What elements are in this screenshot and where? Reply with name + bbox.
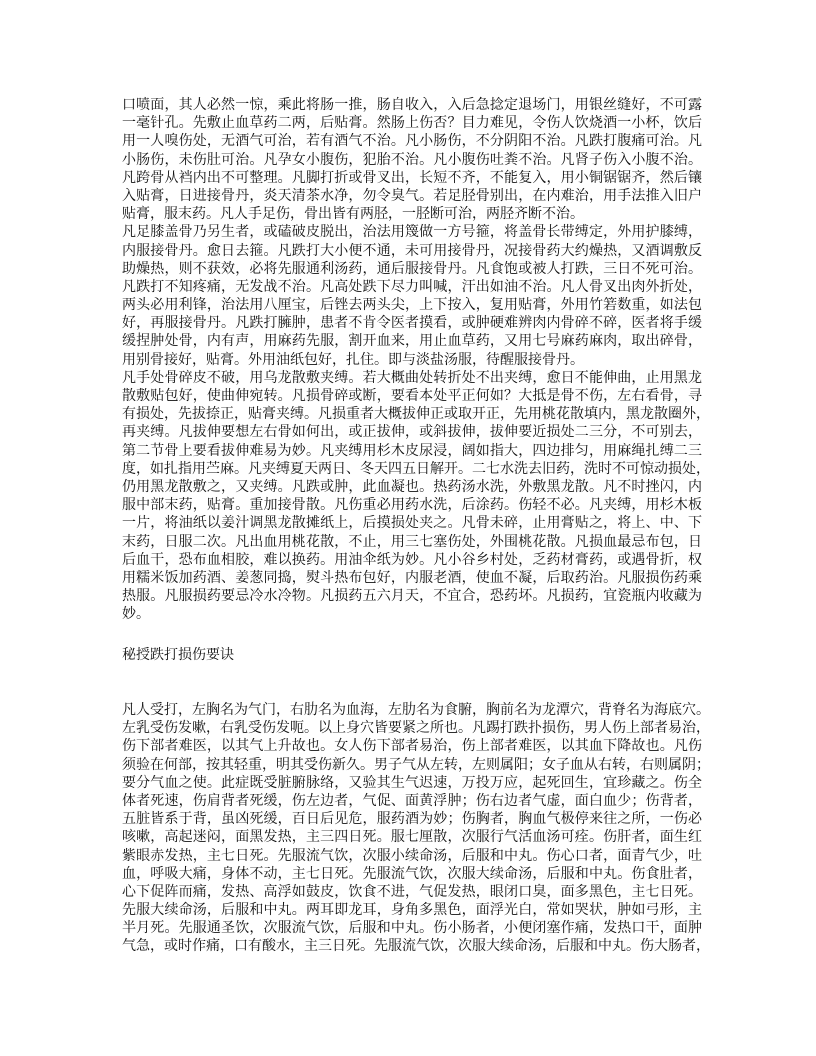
text-line: 入贴膏，日进接骨丹，炎天清茶水净，勿令臭气。若足胫骨别出，在内难治，用手法推入旧户 [122,187,702,204]
text-line: 心下促阵而痛，发热、高浮如鼓皮，饮食不进，气促发热，眼闭口臭，面多黑色，主七日死。 [122,883,702,900]
text-line: 先服大续命汤，后服和中丸。两耳即龙耳，身角多黑色，面浮光白，常如哭状，肿如弓形，主 [122,902,702,919]
document-section-2 [122,701,710,956]
text-line: 口喷面，其人必然一惊，乘此将肠一推，肠自收入，入后急捻定退场门，用银丝缝好，不可露 [122,97,702,113]
paragraph [122,701,710,956]
paragraph [122,223,702,369]
text-line: 凡手处骨碎皮不破，用乌龙散敷夹缚。若大概曲处转折处不出夹缚，愈日不能伸曲，止用黑龙 [122,369,702,386]
text-line: 两头必用利锋，治法用八厘宝，后锉去两头尖，上下按入，复用贴膏，外用竹箬数重，如法包 [122,297,702,314]
text-line: 贴膏，服末药。凡人手足伤，骨出皆有两胫，一胫断可治，两胫齐断不治。 [122,206,584,223]
text-line: 再夹缚。凡拔伸要想左右骨如何出，或正拔伸，或斜拔伸，拔伸要近损处二三分，不可别去， [122,424,702,441]
text-line: 用别骨接好，贴膏。外用油纸包好，扎住。即与淡盐汤服，待醒服接骨丹。 [122,351,584,368]
text-line: 用一人嗅伤处，无酒气可治，若有酒气不治。凡小肠伤，不分阴阳不治。凡跌打腹痛可治。凡 [122,133,702,150]
text-line: 妙。 [122,606,150,623]
text-line: 散敷贴包好，使曲伸宛转。凡损骨碎或断，要看本处平正何如？大抵是骨不伤，左右看骨，寻 [122,388,702,404]
text-line: 后血干，恐布血相胶，难以换药。用油伞纸为妙。凡小谷乡村处，乏药材膏药，或遇骨折，权 [122,551,702,568]
text-line: 用糯米饭加药酒、姜葱同捣，熨斗热布包好，内服老酒，使血不凝，后取药治。凡服损伤药乘 [122,569,702,586]
text-line: 助燥热，则不获效，必将先服通利汤药，通后服接骨丹。凡食饱或被人打跌，三日不死可治。 [122,260,702,277]
text-line: 体者死速，伤肩背者死缓，伤左边者，气促、面黄浮肿；伤右边者气虚，面白血少；伤背者， [122,792,702,809]
text-line: 好，再服接骨丹。凡跌打臃肿，患者不肯令医者摸看，或肿硬难辨肉内骨碎不碎，医者将手缓 [122,315,702,332]
text-line: 小肠伤，未伤肚可治。凡孕女小腹伤，犯胎不治。凡小腹伤吐粪不治。凡肾子伤入小腹不治。 [122,151,702,168]
text-line: 有损处，先拔捺正，贴膏夹缚。凡损重者大概拔伸正或取开正，先用桃花散填内，黑龙散圈外， [122,406,710,423]
paragraph [122,369,710,624]
text-line: 要分气血之使。此症既受脏腑脉络，又验其生气迟速，万投万应，起死回生，宜珍藏之。伤全 [122,774,702,791]
text-line: 内服接骨丹。愈日去箍。凡跌打大小便不通，未可用接骨丹，况接骨药大约燥热，又酒调敷反 [122,242,702,259]
text-line: 仍用黑龙散敷之，又夹缚。凡跌或肿，此血凝也。热药汤水洗，外敷黑龙散。凡不时挫闪，内 [122,478,702,495]
text-line: 五脏皆系于背，虽凶死缓，百日后见危，服药酒为妙；伤胸者，胸血气极停来往之所，一伤必 [122,811,702,828]
paragraph [122,96,702,223]
section-heading [122,646,702,664]
text-line: 一片，将油纸以姜汁调黑龙散摊纸上，后摸损处夹之。凡骨未碎，止用膏贴之，将上、中、下 [122,515,702,532]
text-line: 度，如扎指用苎麻。凡夹缚夏天两日、冬天四五日解开。二七水洗去旧药，洗时不可惊动损处， [122,460,710,477]
text-line: 左乳受伤发嗽，右乳受伤发呃。以上身穴皆要紧之所也。凡踢打跌扑损伤，男人伤上部者易治， [122,720,710,737]
text-line: 半月死。先服通圣饮，次服流气饮，后服和中丸。伤小肠者，小便闭塞作痛，发热口干，面肿 [122,920,702,937]
text-line: 服中部末药，贴膏。重加接骨散。凡伤重必用药水洗，后涂药。伤轻不必。凡夹缚，用杉木板 [122,497,702,514]
text-line: 凡人受打，左胸名为气门，右肋名为血海，左肋名为食腑，胸前名为龙潭穴，背脊名为海底穴。 [122,702,710,718]
text-line: 血，呼吸大痛，身体不动，主七日死。先服流气饮，次服大续命汤，后服和中丸。伤食肚者， [122,865,702,882]
text-line: 缓捏肿处骨，内有声，用麻药先服，割开血来，用止血草药，又用七号麻药麻肉，取出碎骨， [122,333,702,350]
text-line: 第二节骨上要看拔伸难易为妙。凡夹缚用杉木皮尿浸，阔如指大，四边排匀，用麻绳扎缚二三 [122,442,702,459]
text-line: 一毫针孔。先敷止血草药二两，后贴膏。然肠上伤否？目力难见，令伤人饮烧酒一小杯，饮后 [122,115,702,132]
text-line: 紫眼赤发热，主七日死。先服流气饮，次服小续命汤，后服和中丸。伤心口者，面青气少，吐 [122,847,702,864]
text-line: 咳嗽，高起迷闷，面黑发热，主三四日死。服七厘散，次服行气活血汤可痊。伤肝者，面生红 [122,829,702,846]
text-line: 凡跨骨从裆内出不可整理。凡脚打折或骨叉出，长短不齐，不能复入，用小铜锯锯齐，然后镶 [122,169,702,186]
section-title: 秘授跌打损伤要诀 [122,647,234,663]
text-line: 凡跌打不知疼痛，无发战不治。凡高处跌下尽力叫喊，汗出如油不治。凡人骨叉出肉外折处， [122,278,702,295]
text-line: 须验在何部，按其轻重，明其受伤新久。男子气从左转，左则属阳；女子血从右转，右则属阴； [122,756,710,773]
document-section-1 [122,96,710,623]
text-line: 凡足膝盖骨乃另生者，或磕破皮脱出，治法用篾做一方号箍，将盖骨长带缚定，外用护膝缚， [122,224,702,241]
text-line: 气急，或时作痛，口有酸水，主三日死。先服流气饮，次服大续命汤，后服和中丸。伤大肠者， [122,938,710,955]
text-line: 伤下部者难医，以其气上升故也。女人伤下部者易治，伤上部者难医，以其血下降故也。凡伤 [122,738,702,755]
text-line: 末药，日服二次。凡出血用桃花散，不止，用三七塞伤处，外围桃花散。凡损血最忌布包，日 [122,533,702,550]
text-line: 热服。凡服损药要忌冷水冷物。凡损药五六月天，不宜合，恐药坏。凡损药，宜瓷瓶内收藏为 [122,588,702,605]
